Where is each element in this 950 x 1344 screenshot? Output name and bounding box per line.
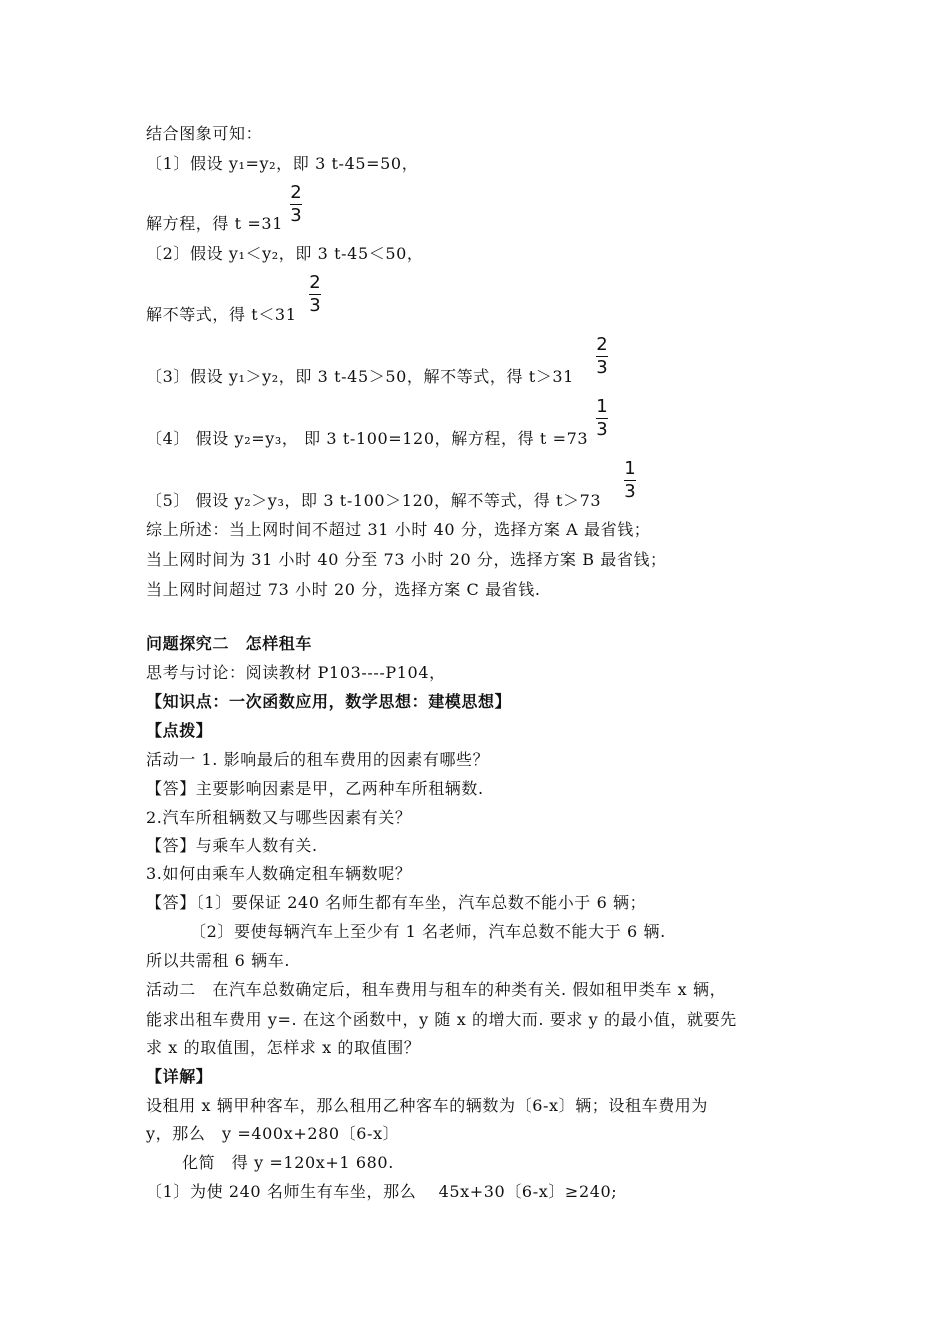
fraction-numerator: 1	[596, 396, 608, 417]
text-line: 〔2〕要使每辆汽车上至少有 1 名老师，汽车总数不能大于 6 辆.	[190, 922, 666, 941]
text-line: 求 x 的取值围，怎样求 x 的取值围？	[146, 1038, 421, 1057]
text-line: 3.如何由乘车人数确定租车辆数呢？	[146, 864, 412, 883]
text-line: 【答】主要影响因素是甲，乙两种车所租辆数.	[146, 779, 484, 798]
fraction-denominator: 3	[596, 357, 608, 378]
text-line: 活动二 在汽车总数确定后，租车费用与租车的种类有关. 假如租甲类车 x 辆，	[146, 980, 727, 999]
fraction-denominator: 3	[596, 419, 608, 440]
text-line: 〔4〕 假设 y₂=y₃， 即 3 t-100=120，解方程，得 t =73	[146, 429, 589, 448]
text-line: 〔2〕假设 y₁＜y₂，即 3 t-45＜50，	[146, 244, 424, 263]
text-line: 结合图象可知：	[146, 124, 263, 143]
text-line: y，那么 y =400x+280〔6-x〕	[146, 1124, 400, 1143]
section-heading: 问题探究二 怎样租车	[146, 634, 313, 653]
text-line: 〔3〕假设 y₁＞y₂，即 3 t-45＞50，解不等式，得 t＞31	[146, 367, 574, 386]
text-line: 【知识点：一次函数应用，数学思想：建模思想】	[146, 692, 512, 711]
text-line: 解方程，得 t =31	[146, 214, 283, 233]
text-line: 能求出租车费用 y=. 在这个函数中，y 随 x 的增大而. 要求 y 的最小值，就要先	[146, 1010, 737, 1029]
text-line: 解不等式，得 t＜31	[146, 305, 297, 324]
text-line: 化简 得 y =120x+1 680.	[182, 1153, 394, 1172]
fraction-numerator: 2	[309, 272, 321, 293]
fraction-numerator: 1	[624, 458, 636, 479]
fraction-denominator: 3	[309, 295, 321, 316]
text-line: 当上网时间为 31 小时 40 分至 73 小时 20 分，选择方案 B 最省钱；	[146, 550, 667, 569]
text-line: 〔1〕假设 y₁=y₂，即 3 t-45=50，	[146, 154, 419, 173]
text-line: 活动一 1. 影响最后的租车费用的因素有哪些？	[146, 750, 490, 769]
fraction-denominator: 3	[624, 481, 636, 502]
text-line: 【详解】	[146, 1067, 213, 1086]
text-line: 综上所述：当上网时间不超过 31 小时 40 分，选择方案 A 最省钱；	[146, 520, 651, 539]
fraction-numerator: 2	[596, 334, 608, 355]
fraction-denominator: 3	[290, 205, 302, 226]
fraction-numerator: 2	[290, 182, 302, 203]
text-line: 【点拨】	[146, 721, 213, 740]
text-line: 〔1〕为使 240 名师生有车坐，那么 45x+30〔6-x〕≥240;	[146, 1182, 618, 1201]
text-line: 【答】〔1〕要保证 240 名师生都有车坐，汽车总数不能小于 6 辆；	[146, 893, 647, 912]
text-line: 2.汽车所租辆数又与哪些因素有关？	[146, 808, 412, 827]
text-line: 思考与讨论：阅读教材 P103----P104，	[146, 663, 446, 682]
text-line: 所以共需租 6 辆车.	[146, 951, 291, 970]
text-line: 设租用 x 辆甲种客车，那么租用乙种客车的辆数为〔6-x〕辆；设租车费用为	[146, 1096, 709, 1115]
text-line: 当上网时间超过 73 小时 20 分，选择方案 C 最省钱.	[146, 580, 541, 599]
text-line: 【答】与乘车人数有关.	[146, 836, 318, 855]
text-line: 〔5〕 假设 y₂＞y₃，即 3 t-100＞120，解不等式，得 t＞73	[146, 491, 602, 510]
